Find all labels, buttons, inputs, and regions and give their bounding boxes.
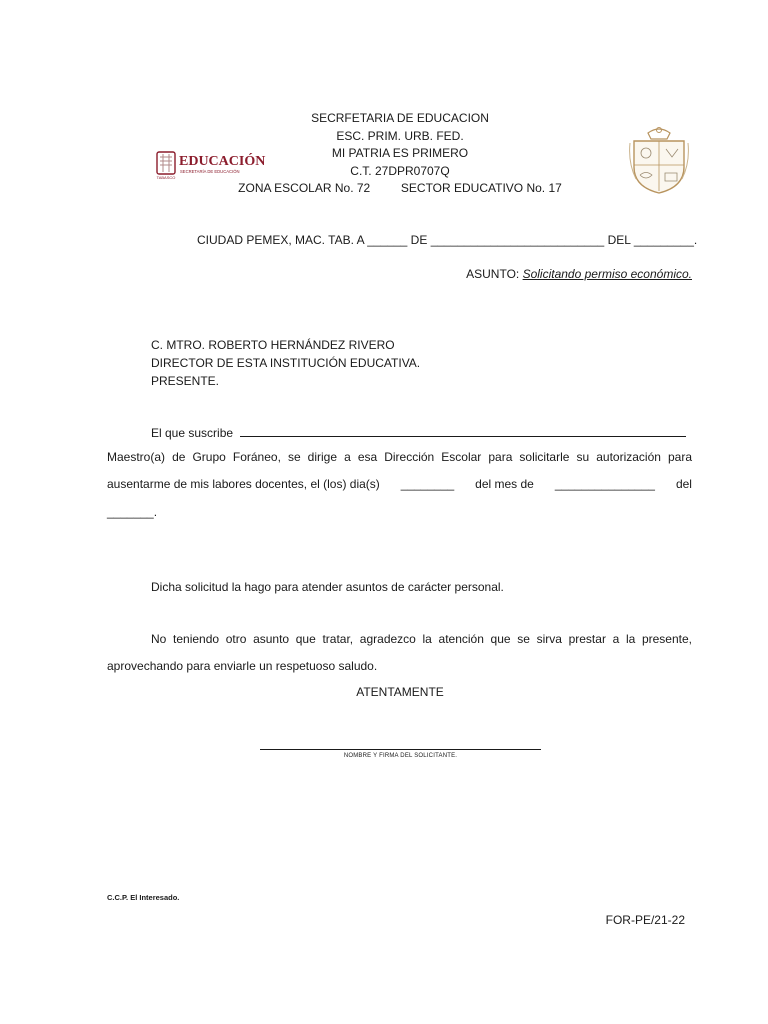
signature-line[interactable] xyxy=(260,749,541,750)
absence-month-blank[interactable]: _______________ xyxy=(554,477,655,491)
coat-of-arms xyxy=(628,125,690,195)
body-p3-line1: No teniendo otro asunto que tratar, agradezco la atención que se sirva prestar a la presente, xyxy=(151,632,692,646)
body-p2: Dicha solicitud la hago para atender asuntos de carácter personal. xyxy=(151,580,504,594)
body-p3-line2: aprovechando para enviarle un respetuoso saludo. xyxy=(107,659,378,673)
coat-of-arms-icon xyxy=(628,125,690,195)
atentamente: ATENTAMENTE xyxy=(356,685,444,699)
header-ministry: SECRFETARIA DE EDUCACION xyxy=(311,111,489,125)
letterhead xyxy=(200,110,600,198)
header-zone-sector xyxy=(200,180,600,198)
logo-title: EDUCACIÓN xyxy=(179,154,266,169)
absence-del: del xyxy=(675,477,692,491)
subject-text: Solicitando permiso económico. xyxy=(522,267,692,281)
date-city: CIUDAD PEMEX, MAC. TAB. A xyxy=(197,233,364,247)
header-sector: SECTOR EDUCATIVO No. 17 xyxy=(400,181,562,196)
recipient-block xyxy=(151,336,420,390)
subscriber-name-blank[interactable] xyxy=(240,424,686,437)
subject-line xyxy=(466,267,692,281)
header-ct: C.T. 27DPR0707Q xyxy=(350,163,450,178)
absence-days-blank[interactable]: ________ xyxy=(400,477,455,491)
subscriber-label: El que suscribe xyxy=(151,426,234,440)
date-line xyxy=(197,233,697,247)
date-del: DEL xyxy=(607,233,631,247)
signature-caption: NOMBRE Y FIRMA DEL SOLICITANTE. xyxy=(343,753,458,759)
subject-label: ASUNTO: xyxy=(466,267,520,281)
absence-intro: ausentarme de mis labores docentes, el (los) dia(s) xyxy=(107,477,380,491)
absence-month-label: del mes de xyxy=(475,477,534,491)
recipient-presente: PRESENTE. xyxy=(151,374,220,388)
date-month-blank[interactable]: __________________________ xyxy=(430,233,605,247)
recipient-name: C. MTRO. ROBERTO HERNÁNDEZ RIVERO xyxy=(151,338,395,352)
ccp-note: C.C.P. El Interesado. xyxy=(107,893,180,902)
form-code: FOR-PE/21-22 xyxy=(605,913,685,927)
svg-text:TABASCO: TABASCO xyxy=(156,175,176,180)
body-p1-line2 xyxy=(107,477,692,491)
date-de: DE xyxy=(410,233,428,247)
subscriber-line xyxy=(151,424,686,440)
date-year-blank[interactable]: _________. xyxy=(633,233,698,247)
logo-subtitle: SECRETARÍA DE EDUCACIÓN xyxy=(180,169,240,174)
header-school-type: ESC. PRIM. URB. FED. xyxy=(336,128,464,143)
date-day-blank[interactable]: ______ xyxy=(367,233,408,247)
header-school-name: MI PATRIA ES PRIMERO xyxy=(331,146,469,161)
body-p1-line1: Maestro(a) de Grupo Foráneo, se dirige a esa Dirección Escolar para solicitarle su autorización para xyxy=(107,450,692,464)
absence-year-blank[interactable]: _______. xyxy=(107,505,158,519)
recipient-title: DIRECTOR DE ESTA INSTITUCIÓN EDUCATIVA. xyxy=(151,356,421,370)
header-zone: ZONA ESCOLAR No. 72 xyxy=(238,181,371,196)
